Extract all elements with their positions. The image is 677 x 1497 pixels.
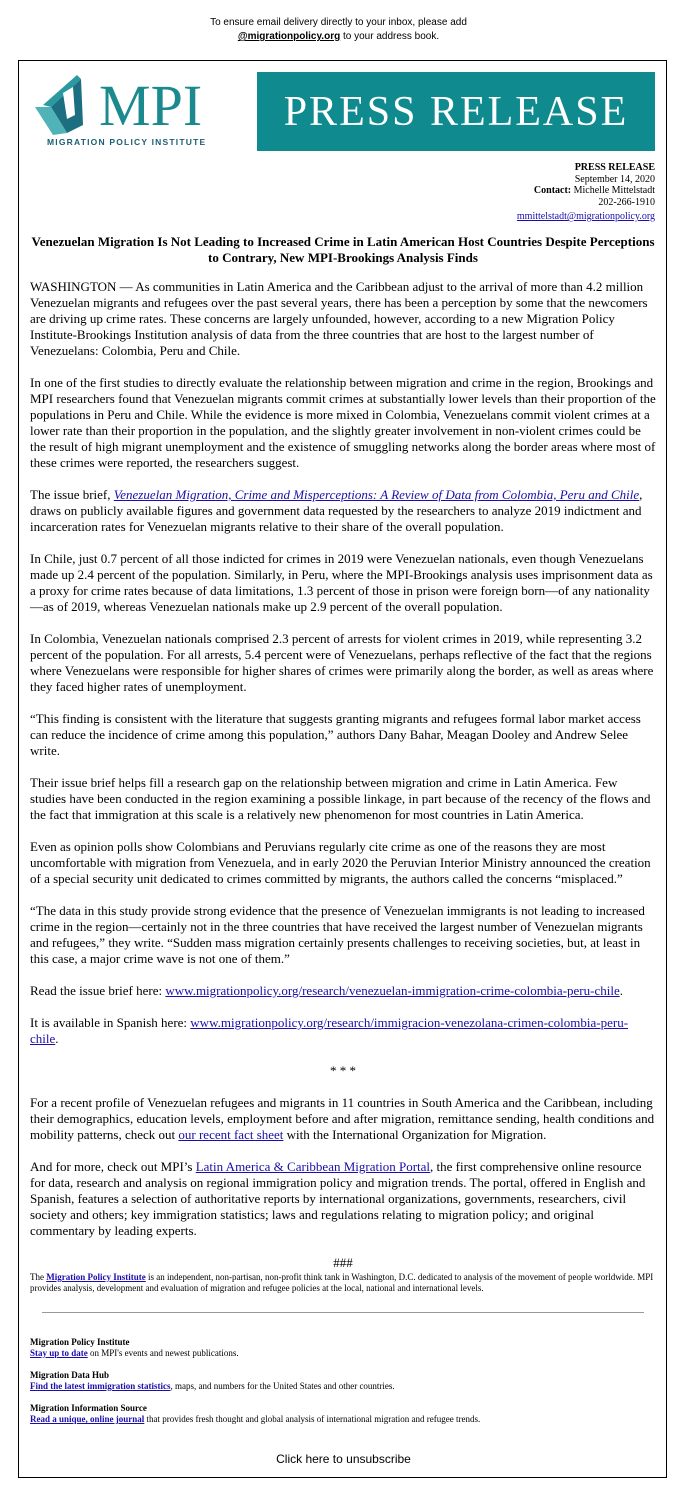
footer-link-line [30,1381,656,1392]
text: with the International Organization for Migration. [283,1127,547,1142]
paragraph: Their issue brief helps fill a research gap on the relationship between migration and crime in Latin America. Few studies have been conducted in the region examining a possible linkage, in part because of the recency of the flows and the fact that immigration at this scale is a relatively new phenomenon for most countries in Latin America. [30,775,651,822]
press-release-banner: PRESS RELEASE [257,72,655,151]
text: on MPI's events and newest publications. [87,1348,239,1358]
headline: Venezuelan Migration Is Not Leading to Increased Crime in Latin American Host Countries Despite Perceptions to Contrary, New MPI-Brookings Analysis Finds [31,234,655,265]
mpi-logo[interactable] [33,75,245,149]
paragraph: “The data in this study provide strong evidence that the presence of Venezuelan immigrants is not leading to increased crime in the region—certainly not in the three countries that have received the largest number of Venezuelan migrants and refugees,” they write. “Sudden mass migration certainly presents challenges to receiving societies, but, at least in this case, a major crime wave is not one of them.” [30,903,645,966]
paragraph [30,983,656,999]
text: For a recent profile of Venezuelan refugees and migrants in 11 countries in South America and the Caribbean, including their demographics, education levels, employment before and after migration, remittance sending, health conditions and mobility patterns, check out [30,1095,655,1142]
footer-link-title: Migration Information Source [30,1403,147,1413]
text: , maps, and numbers for the United States and other countries. [170,1381,395,1391]
paragraph [30,1159,656,1239]
paragraph: “This finding is consistent with the literature that suggests granting migrants and refugees formal labor market access can reduce the incidence of crime among this population,” authors Dany Bahar, Meagan Dooley and Andrew Selee write. [30,711,641,758]
meta-contact [517,185,655,197]
text: It is available in Spanish here: [30,1015,191,1030]
meta-phone: 202-266-1910 [598,196,655,208]
logo-subtitle: MIGRATION POLICY INSTITUTE [47,137,207,147]
footer-link-block [30,1403,656,1425]
paragraph [30,487,656,535]
release-meta [517,162,655,223]
article-body [30,279,656,1287]
text: The [30,1272,47,1282]
meta-date: September 14, 2020 [574,173,655,185]
spanish-brief-link[interactable]: www.migrationpolicy.org/research/immigracion-venezolana-crimen-colombia-peru-chile [30,1015,629,1046]
paragraph: WASHINGTON — As communities in Latin America and the Caribbean adjust to the arrival of more than 4.2 million Venezuelan migrants and refugees over the past several years, there has been a perception by some that the newcomers are driving up crime rates. These concerns are largely unfounded, however, according to a new Migration Policy Institute-Brookings Institution analysis of data from the three countries that are host to the largest number of Venezuelans: Colombia, Peru and Chile. [30,279,648,358]
text: is an independent, non-partisan, non-profit think tank in Washington, D.C. dedicated to analysis of the movement of people worldwide. MPI provides analysis, development and evaluation of migration and refugee policies at the local, national and international levels. [30,1272,654,1293]
text: The issue brief, [30,487,114,502]
about-mpi-note [30,1272,656,1294]
footer-link-line [30,1414,656,1425]
paragraph: In Colombia, Venezuelan nationals comprised 2.3 percent of arrests for violent crimes in 2019, while representing 3.2 percent of the population. For all arrests, 5.4 percent were of Venezuelans, perhaps reflective of the fact that the regions where Venezuelans were responsible for higher shares of crimes were primarily along the border, as well as areas where they faced higher rates of unemployment. [30,631,654,694]
meta-email-link[interactable]: mmittelstadt@migrationpolicy.org [516,211,655,222]
logo-wordmark: MPI [99,73,203,138]
preheader-line2 [0,30,677,44]
logo-mark-icon [33,75,103,137]
fact-sheet-link[interactable]: our recent fact sheet [178,1127,284,1142]
mpi-link[interactable]: Migration Policy Institute [46,1272,146,1282]
divider [42,1312,644,1313]
online-journal-link[interactable]: Read a unique, online journal [30,1414,145,1424]
footer-link-block [30,1370,656,1392]
section-separator: * * * [330,1063,356,1078]
unsubscribe-link[interactable]: Click here to unsubscribe [276,1452,411,1466]
meta-contact-label: Contact: [533,185,572,196]
footer-link-block [30,1337,656,1359]
text: , draws on publicly available figures and government data requested by the researchers to analyze 2019 indictment and incarceration rates for Venezuelan migrants relative to their share of the overall population. [30,487,643,534]
footer-link-title: Migration Policy Institute [30,1337,130,1347]
footer-link-line [30,1348,656,1359]
immigration-statistics-link[interactable]: Find the latest immigration statistics [30,1381,171,1391]
meta-contact-name: Michelle Mittelstadt [573,185,655,196]
english-brief-link[interactable]: www.migrationpolicy.org/research/venezuelan-immigration-crime-colombia-peru-chile [165,983,620,998]
footer-links [30,1337,656,1436]
preheader-line1: To ensure email delivery directly to your inbox, please add [210,17,467,28]
meta-label: PRESS RELEASE [574,162,655,173]
text: And for more, check out MPI’s [30,1159,196,1174]
text: Read the issue brief here: [30,983,166,998]
paragraph [30,1015,656,1047]
preheader-email[interactable]: @migrationpolicy.org [237,31,341,42]
footer-link-title: Migration Data Hub [30,1370,110,1380]
text: . [619,983,623,998]
issue-brief-link[interactable]: Venezuelan Migration, Crime and Misperceptions: A Review of Data from Colombia, Peru and Chile [113,487,640,502]
text: . [55,1031,59,1046]
end-mark: ### [333,1255,353,1270]
text: , the first comprehensive online resource for data, research and analysis on regional immigration policy and migration trends. The portal, offered in English and Spanish, features a selection of authoritative reports by international organizations, governments, researchers, civil society and others; key immigration statistics; laws and regulations relating to migration policy; and original commentary by leading experts. [30,1159,646,1238]
preheader-suffix: to your address book. [340,31,440,42]
paragraph: In Chile, just 0.7 percent of all those indicted for crimes in 2019 were Venezuelan nationals, even though Venezuelans made up 2.4 percent of the population. Similarly, in Peru, where the MPI-Brookings analysis uses imprisonment data as a proxy for crime rates because of data limitations, 1.3 percent of those in prison were foreign born—of any nationality—as of 2019, whereas Venezuelan nationals make up 2.9 percent of the overall population. [30,551,653,614]
migration-portal-link[interactable]: Latin America & Caribbean Migration Portal [195,1159,431,1174]
preheader [0,16,677,44]
paragraph [30,1095,656,1143]
email-frame [18,60,667,1478]
stay-up-to-date-link[interactable]: Stay up to date [30,1348,88,1358]
paragraph: In one of the first studies to directly evaluate the relationship between migration and crime in the region, Brookings and MPI researchers found that Venezuelan migrants commit crimes at substantially lower levels than their proportion of the populations in Peru and Chile. While the evidence is more mixed in Colombia, Venezuelans commit violent crimes at a lower rate than their proportion in the population, and the slightly greater involvement in non-violent crimes could be the result of high migrant unemployment and the existence of smuggling networks along the border areas where most of these crimes were reported, the researchers suggest. [30,375,656,470]
text: that provides fresh thought and global analysis of international migration and refugee trends. [144,1414,481,1424]
paragraph: Even as opinion polls show Colombians and Peruvians regularly cite crime as one of the reasons they are most uncomfortable with migration from Venezuela, and in early 2020 the Peruvian Interior Ministry announced the creation of a special security unit dedicated to crimes committed by migrants, the authors called the concerns “misplaced.” [30,839,651,886]
